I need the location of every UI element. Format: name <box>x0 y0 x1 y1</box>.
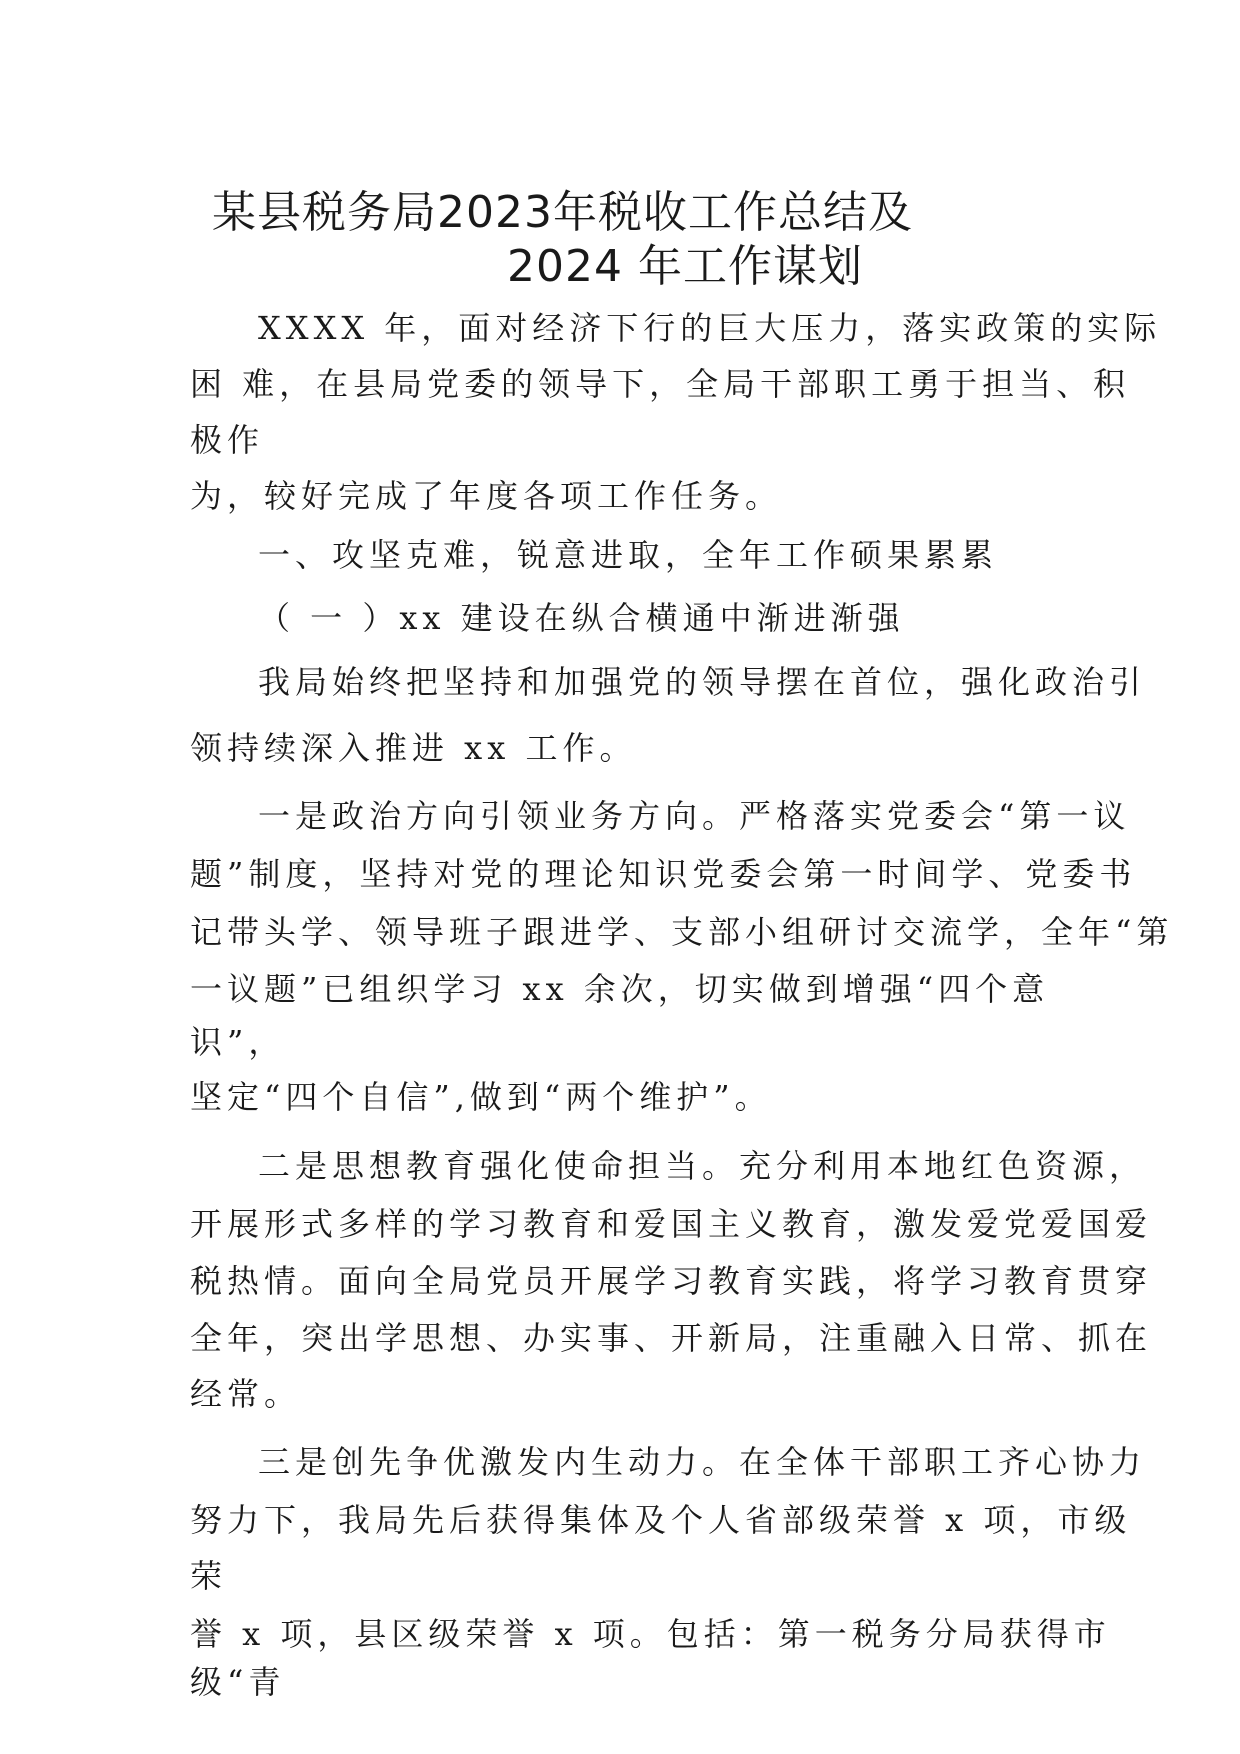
paragraph-line: 我局始终把坚持和加强党的领导摆在首位，强化政治引 <box>258 663 1147 701</box>
section-heading: 一、攻坚克难，锐意进取，全年工作硕果累累 <box>258 536 999 574</box>
paragraph-line: 经常。 <box>190 1375 302 1413</box>
paragraph-line: 级“青 <box>190 1663 286 1701</box>
paragraph-line: 三是创先争优激发内生动力。在全体干部职工齐心协力 <box>258 1443 1147 1481</box>
paragraph-line: 一是政治方向引领业务方向。严格落实党委会“第一议 <box>258 797 1131 835</box>
paragraph-line: 识”， <box>190 1023 286 1061</box>
subsection-heading: （ 一 ）xx 建设在纵合横通中渐进渐强 <box>258 599 905 637</box>
paragraph-line: 誉 x 项，县区级荣誉 x 项。包括：第一税务分局获得市 <box>190 1615 1111 1653</box>
paragraph-line: 全年，突出学思想、办实事、开新局，注重融入日常、抓在 <box>190 1319 1153 1357</box>
paragraph-line: 领持续深入推进 xx 工作。 <box>190 729 637 767</box>
document-title-line-1: 某县税务局2023年税收工作总结及 <box>212 187 913 238</box>
paragraph-line: 记带头学、领导班子跟进学、支部小组研讨交流学，全年“第 <box>190 913 1174 951</box>
paragraph-line: 荣 <box>190 1557 228 1595</box>
paragraph-line: 困 难，在县局党委的领导下，全局干部职工勇于担当、积 <box>190 365 1131 403</box>
paragraph-line: 极作 <box>190 421 265 459</box>
paragraph-line: 税热情。面向全局党员开展学习教育实践，将学习教育贯穿 <box>190 1262 1153 1300</box>
paragraph-line: XXXX 年，面对经济下行的巨大压力，落实政策的实际 <box>258 309 1162 347</box>
paragraph-line: 为，较好完成了年度各项工作任务。 <box>190 477 783 515</box>
paragraph-line: 题”制度，坚持对党的理论知识党委会第一时间学、党委书 <box>190 855 1137 893</box>
paragraph-line: 努力下，我局先后获得集体及个人省部级荣誉 x 项，市级 <box>190 1501 1132 1539</box>
paragraph-line: 一议题”已组织学习 xx 余次，切实做到增强“四个意 <box>190 970 1050 1008</box>
document-title-line-2: 2024 年工作谋划 <box>507 241 863 292</box>
paragraph-line: 二是思想教育强化使命担当。充分利用本地红色资源， <box>258 1147 1147 1185</box>
paragraph-line: 开展形式多样的学习教育和爱国主义教育，激发爱党爱国爱 <box>190 1205 1153 1243</box>
paragraph-line: 坚定“四个自信”,做到“两个维护”。 <box>190 1078 772 1116</box>
